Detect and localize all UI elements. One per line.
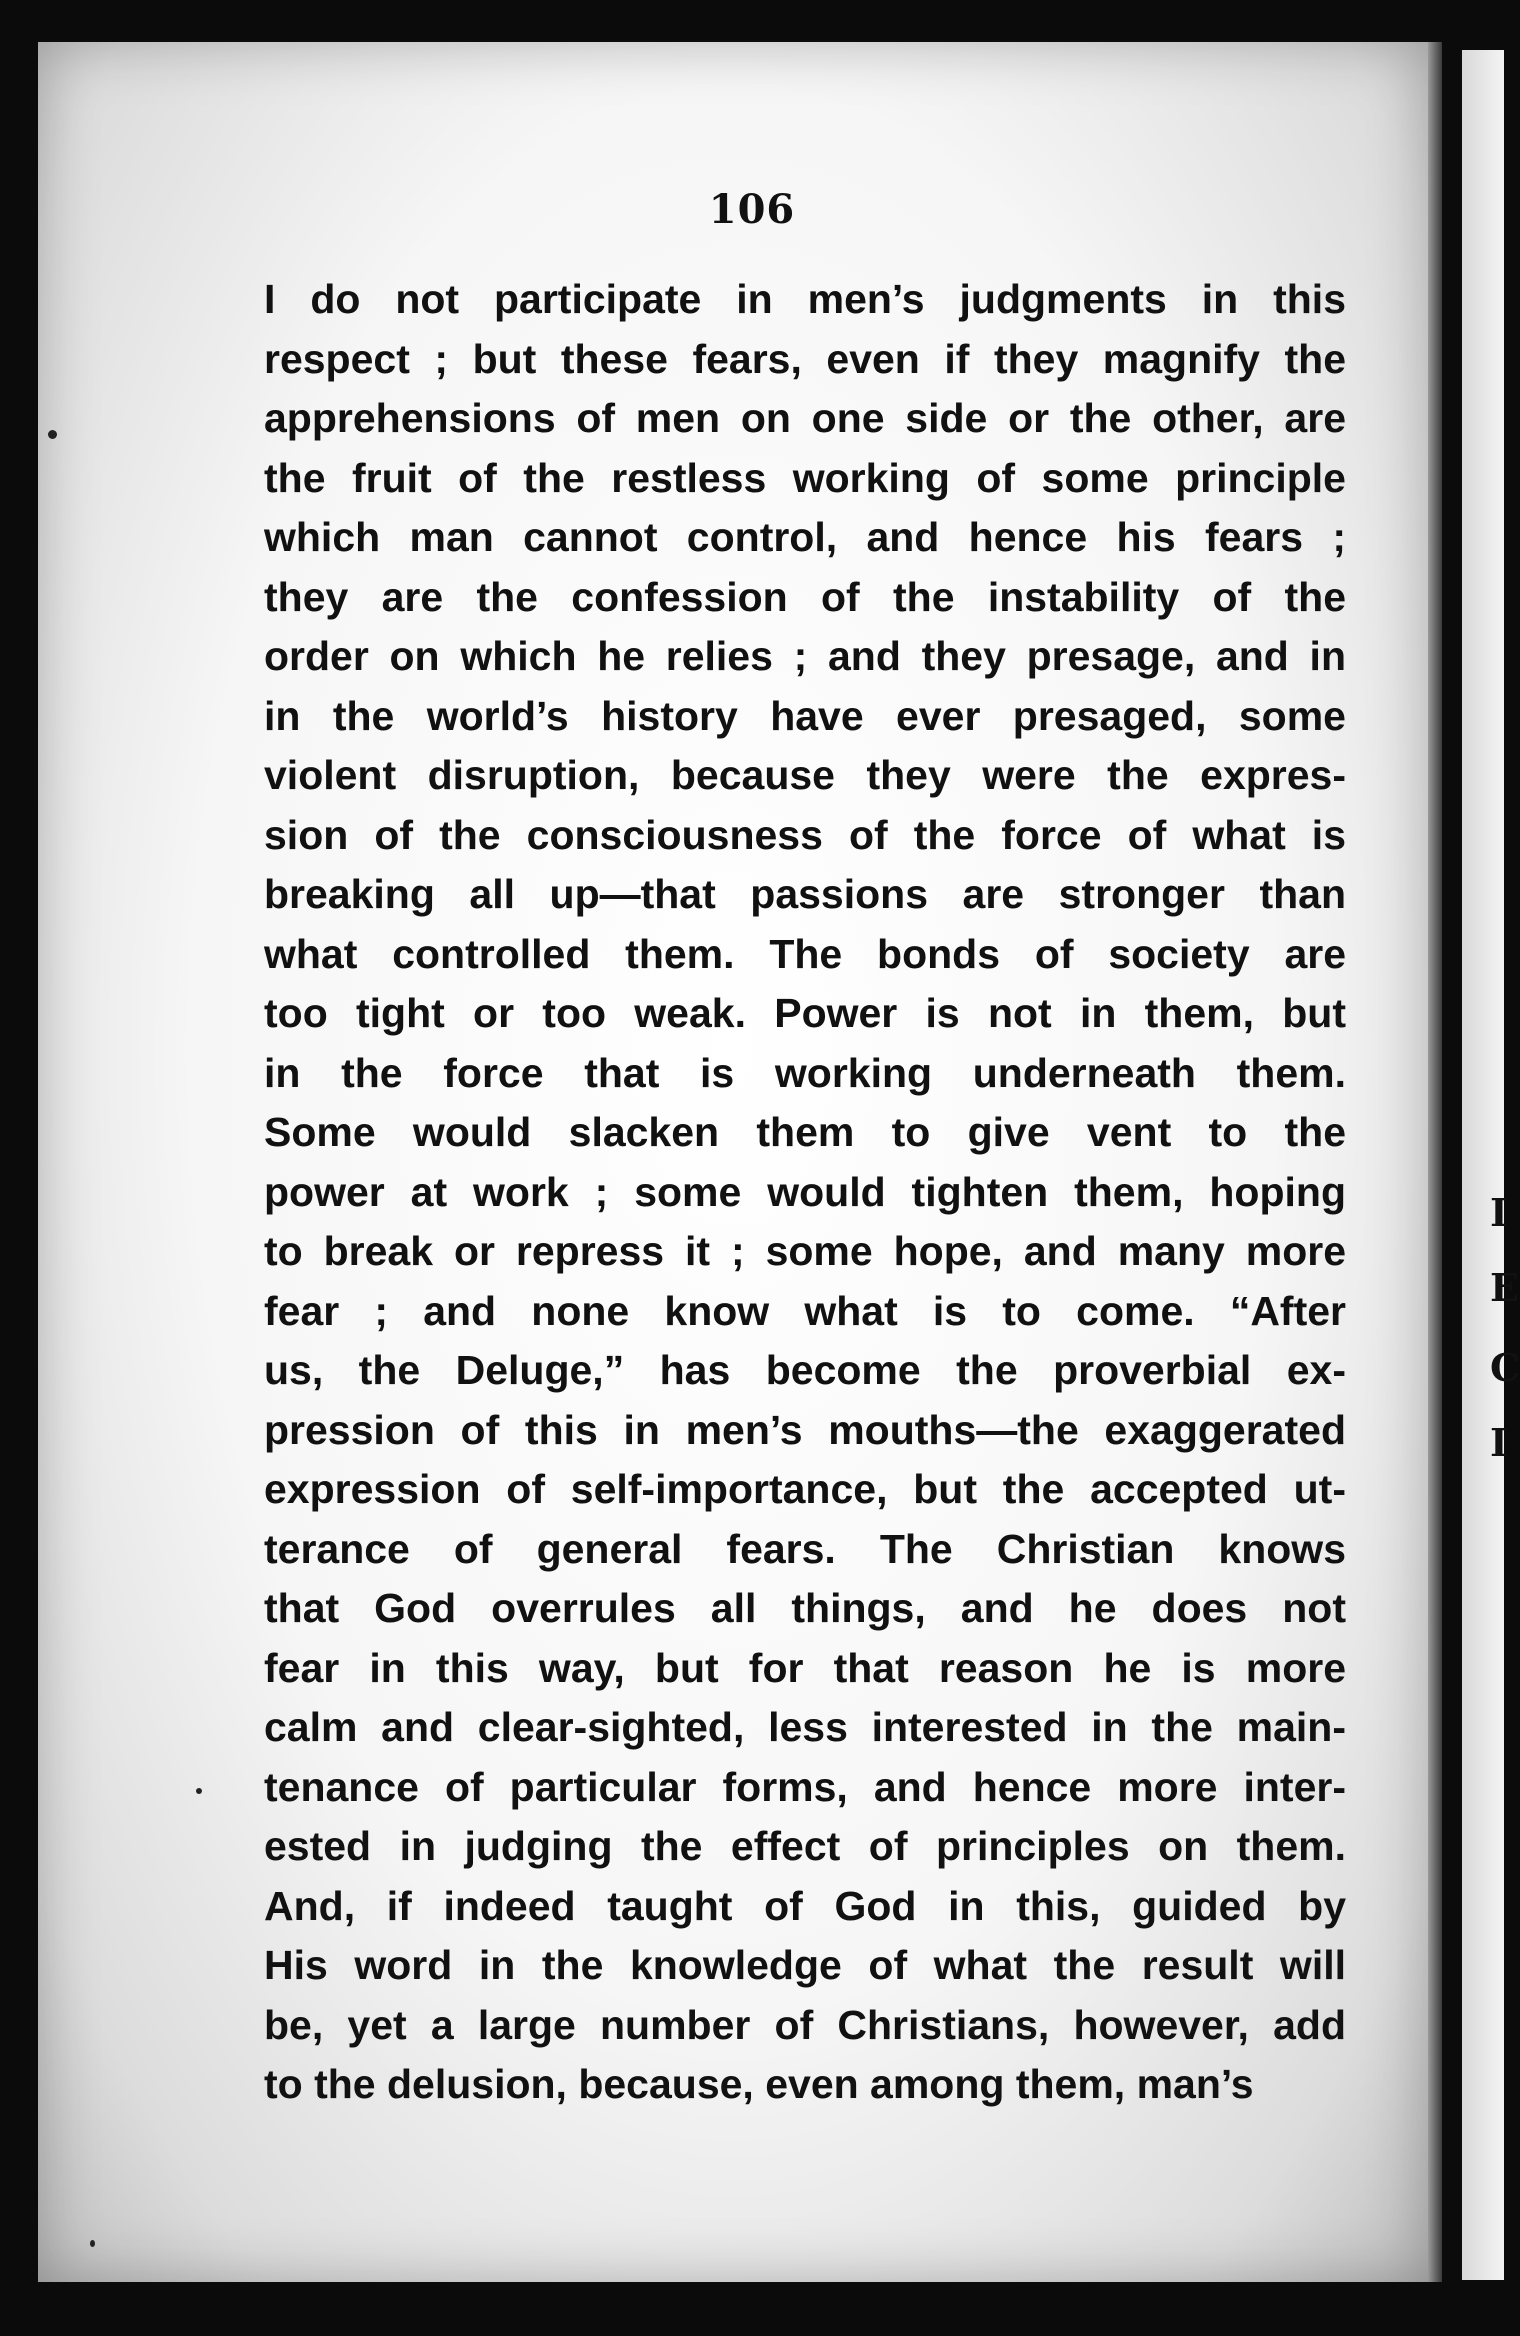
page-number: 106 [708, 186, 796, 233]
adjacent-page-letter: E [1490, 1265, 1519, 1310]
adjacent-page-letter: I [1490, 1190, 1508, 1235]
text-line: which man cannot control, and hence his fears ; [264, 514, 1346, 560]
text-line: in the world’s history have ever presaged, some [264, 692, 1346, 739]
text-line: order on which he relies ; and they presage, and in [264, 633, 1346, 679]
adjacent-page-strip [1462, 50, 1504, 2280]
page-edge-shadow [1428, 42, 1442, 2282]
adjacent-page-letter: I [1490, 1420, 1508, 1465]
text-line: apprehensions of men on one side or the other, are [264, 395, 1346, 441]
text-line: I do not participate in men’s judgments in this [264, 276, 1346, 322]
text-line: that God overrules all things, and he does not [264, 1585, 1346, 1631]
text-line: to break or repress it ; some hope, and many more [264, 1228, 1346, 1274]
text-line: fear ; and none know what is to come. “After [264, 1287, 1346, 1334]
text-line: calm and clear-sighted, less interested in the main- [264, 1704, 1346, 1750]
scan-speck [90, 2240, 95, 2247]
text-line: respect ; but these fears, even if they magnify the [264, 335, 1346, 382]
text-line: to the delusion, because, even among them, man’s [264, 2061, 1254, 2107]
text-line: the fruit of the restless working of some principle [264, 454, 1346, 501]
text-line: expression of self-importance, but the accepted ut- [264, 1466, 1346, 1512]
text-line: ested in judging the effect of principles on them. [264, 1823, 1346, 1869]
text-line: they are the confession of the instability of the [264, 573, 1346, 620]
text-line: too tight or too weak. Power is not in them, but [264, 990, 1346, 1036]
scan-speck [48, 430, 57, 439]
text-line: violent disruption, because they were the expres- [264, 752, 1346, 798]
text-line: what controlled them. The bonds of society are [264, 930, 1346, 977]
body-text [264, 270, 1346, 2115]
text-line: fear in this way, but for that reason he is more [264, 1644, 1346, 1691]
scan-speck [196, 1788, 202, 1794]
text-line: be, yet a large number of Christians, however, add [264, 2001, 1346, 2048]
text-line: sion of the consciousness of the force of what is [264, 811, 1346, 858]
text-line: Some would slacken them to give vent to the [264, 1109, 1346, 1155]
text-line: tenance of particular forms, and hence more inter- [264, 1763, 1346, 1810]
text-line: pression of this in men’s mouths—the exaggerated [264, 1406, 1346, 1453]
text-line: breaking all up—that passions are stronger than [264, 871, 1346, 917]
text-line: His word in the knowledge of what the result will [264, 1942, 1346, 1988]
text-line: And, if indeed taught of God in this, guided by [264, 1882, 1346, 1929]
text-line: in the force that is working underneath them. [264, 1049, 1346, 1096]
text-line: power at work ; some would tighten them, hoping [264, 1168, 1346, 1215]
text-line: us, the Deluge,” has become the proverbial ex- [264, 1347, 1346, 1393]
text-line: terance of general fears. The Christian knows [264, 1525, 1346, 1572]
adjacent-page-letter: C [1490, 1345, 1520, 1390]
